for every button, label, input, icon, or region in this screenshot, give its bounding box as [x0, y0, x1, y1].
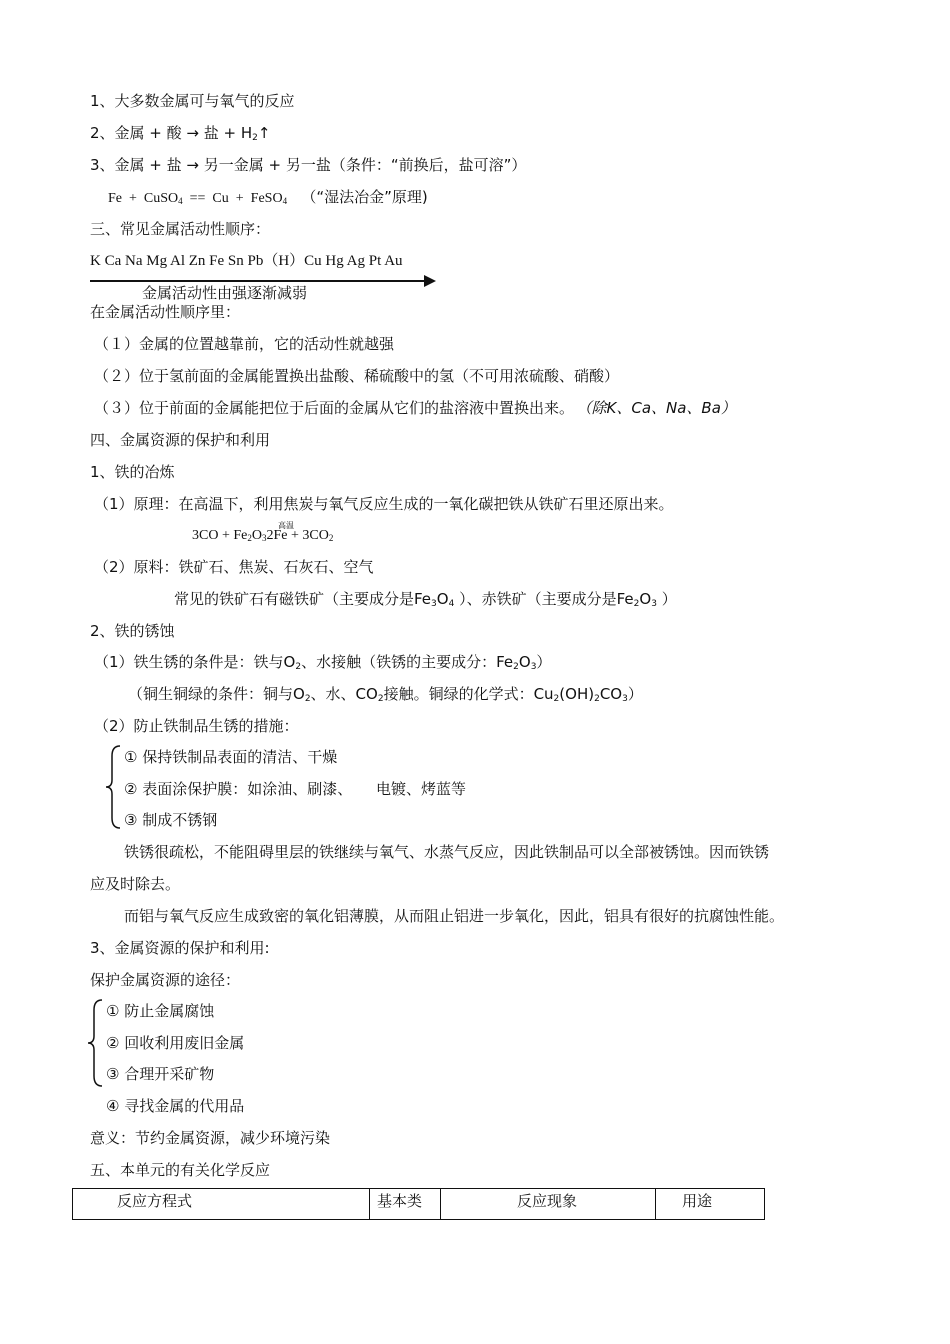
resource-title: 3、金属资源的保护和利用: — [90, 939, 270, 957]
prevention-brace — [104, 744, 124, 830]
line-acid: 2、金属 + 酸 → 盐 + $H_2↑$ — [90, 124, 271, 143]
section-3-title: 三、常见金属活动性顺序： — [90, 220, 271, 238]
line-oxygen: 1、大多数金属可与氧气的反应 — [90, 92, 295, 110]
activity-rules-intro: 在金属活动性顺序里： — [90, 303, 241, 321]
way-1: ① 防止金属腐蚀 — [106, 1002, 215, 1020]
table-header-phenomenon: 反应现象 — [441, 1189, 656, 1220]
table-header-row — [73, 1189, 765, 1220]
raw-materials: （2）原料：铁矿石、焦炭、石灰石、空气 — [94, 558, 374, 576]
activity-arrow-line — [90, 280, 426, 282]
rust-condition: （1）铁生锈的条件是：铁与$O_2$、水接触（铁锈的主要成分：$Fe_2O_3$） — [94, 653, 552, 672]
way-3: ③ 合理开采矿物 — [106, 1065, 215, 1083]
rule-1: （１）金属的位置越靠前，它的活动性就越强 — [94, 335, 395, 353]
activity-caption: 金属活动性由强逐渐减弱 — [142, 284, 308, 302]
aluminum-paragraph: 而铝与氧气反应生成致密的氧化铝薄膜，从而阻止铝进一步氧化，因此，铝具有很好的抗腐蚀性能。 — [124, 907, 785, 925]
table-header-type: 基本类 — [370, 1189, 441, 1220]
iron-smelting-title: 1、铁的冶炼 — [90, 463, 175, 481]
rust-paragraph-line-1: 铁锈很疏松，不能阻碍里层的铁继续与氧气、水蒸气反应，因此铁制品可以全部被锈蚀。因而铁锈 — [124, 843, 770, 861]
smelting-equation: $3CO + Fe_2O_32Fe + 3CO_2$ — [192, 528, 334, 543]
way-2: ② 回收利用废旧金属 — [106, 1034, 245, 1052]
ore-types: 常见的铁矿石有磁铁矿（主要成分是$Fe_3O_4$ ）、赤铁矿（主要成分是$Fe_2O_3$ ） — [174, 590, 677, 609]
copper-patina: （铜生铜绿的条件：铜与$O_2$、水、$CO_2$接触。铜绿的化学式：$Cu_2(OH)_2CO_3$） — [128, 685, 643, 704]
rust-paragraph-line-2: 应及时除去。 — [90, 875, 181, 893]
rule-3: （３）位于前面的金属能把位于后面的金属从它们的盐溶液中置换出来。 （除K、Ca、Na、Ba） — [94, 399, 736, 417]
prevention-title: （2）防止铁制品生锈的措施： — [94, 717, 299, 735]
measure-2: ② 表面涂保护膜：如涂油、刷漆、 电镀、烤蓝等 — [124, 780, 467, 798]
measure-3: ③ 制成不锈钢 — [124, 811, 218, 829]
activity-arrow-head — [424, 275, 436, 287]
line-salt: 3、金属 + 盐 → 另一金属 + 另一盐（条件：“前换后，盐可溶”） — [90, 156, 527, 174]
ways-brace — [86, 998, 106, 1088]
section-5-title: 五、本单元的有关化学反应 — [90, 1161, 271, 1179]
table-header-equation: 反应方程式 — [73, 1189, 370, 1220]
resource-ways-title: 保护金属资源的途径： — [90, 971, 241, 989]
rusting-title: 2、铁的锈蚀 — [90, 622, 175, 640]
principle: （1）原理：在高温下，利用焦炭与氧气反应生成的一氧化碳把铁从铁矿石里还原出来。 — [94, 495, 674, 513]
table-header-use: 用途 — [656, 1189, 765, 1220]
way-4: ④ 寻找金属的代用品 — [106, 1097, 245, 1115]
measure-1: ① 保持铁制品表面的清洁、干燥 — [124, 748, 338, 766]
activity-series: K Ca Na Mg Al Zn Fe Sn Pb（H）Cu Hg Ag Pt Au — [90, 253, 403, 269]
rule-2: （２）位于氢前面的金属能置换出盐酸、稀硫酸中的氢（不可用浓硫酸、硝酸） — [94, 367, 620, 385]
section-4-title: 四、金属资源的保护和利用 — [90, 431, 271, 449]
significance: 意义：节约金属资源，减少环境污染 — [90, 1129, 331, 1147]
reaction-condition: 高温 — [278, 521, 294, 530]
reactions-table — [72, 1188, 765, 1220]
equation-wet-metallurgy: Fe + CuSO$_4$ == Cu + FeSO$_4$ （“湿法冶金”原理) — [108, 188, 428, 206]
